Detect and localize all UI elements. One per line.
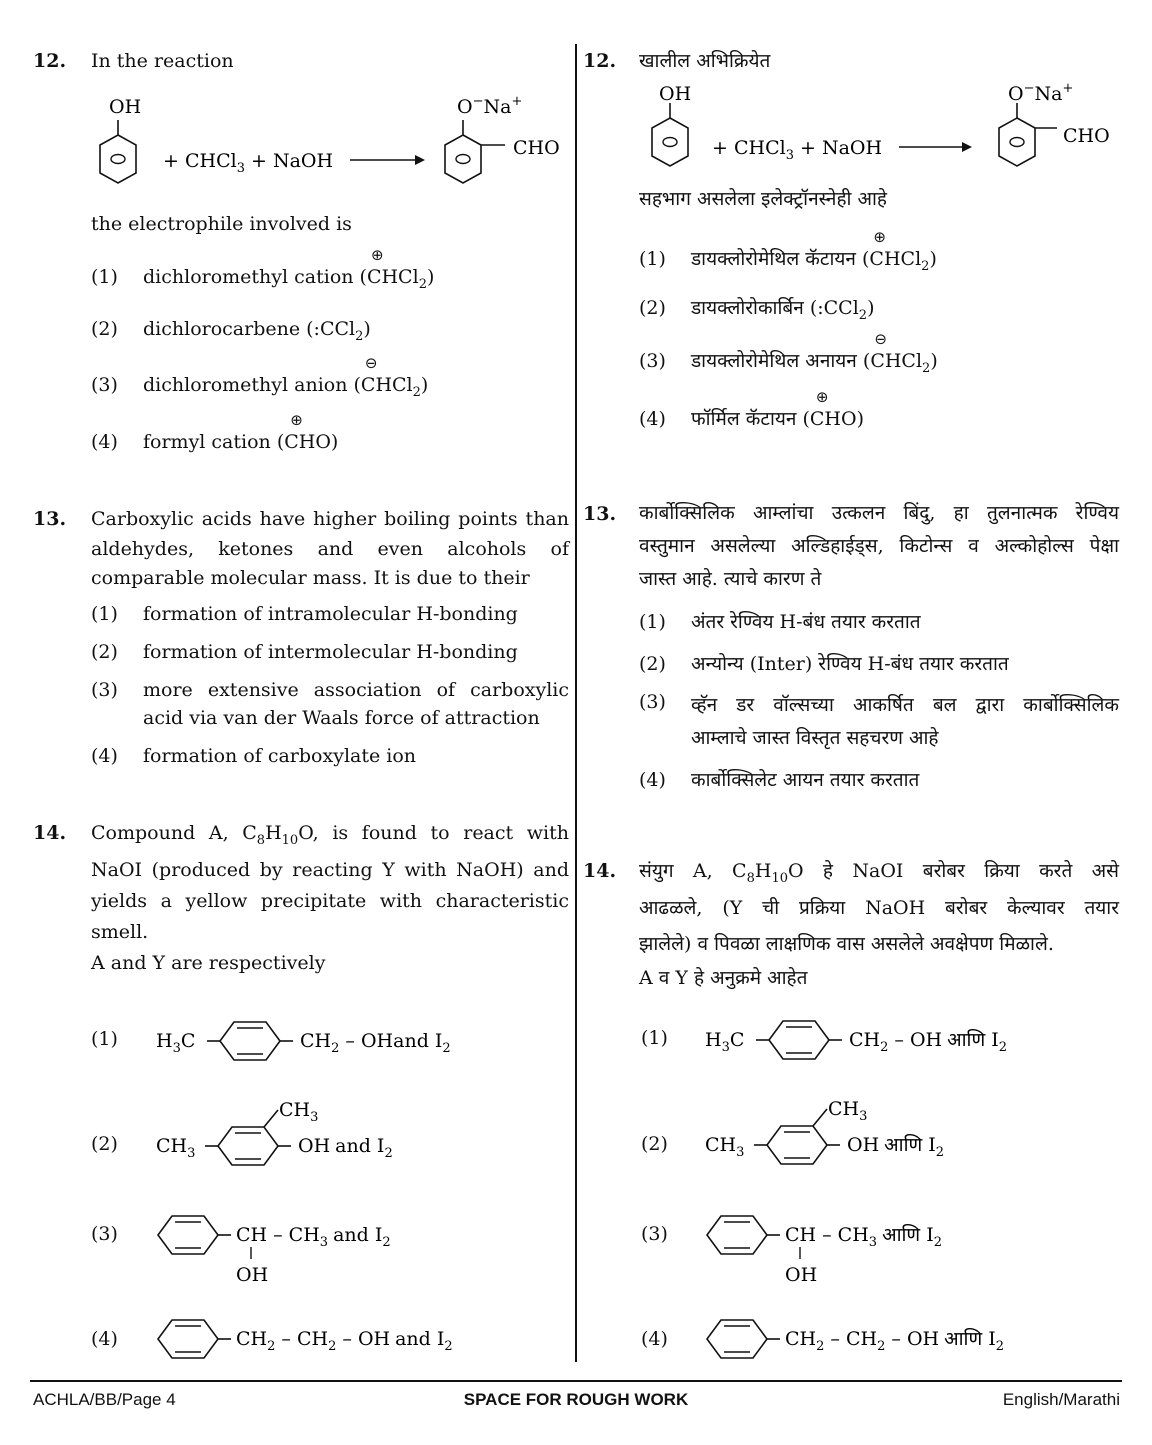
structure bbox=[699, 1089, 1119, 1174]
option-3[interactable]: (3) bbox=[91, 679, 118, 701]
svg-text:OH: OH bbox=[659, 83, 692, 105]
option-2[interactable]: (2) अन्योन्य (Inter) रेण्विय H-बंध तयार करतात bbox=[639, 653, 1009, 675]
question-stem-line: comparable molecular mass. It is due to their bbox=[91, 567, 530, 589]
option-1[interactable]: (1) bbox=[641, 1027, 668, 1049]
column-divider bbox=[575, 44, 577, 1362]
svg-text:OHआणि I2: OH आणि $I_2$ bbox=[847, 1134, 945, 1160]
option-3-line: more extensive association of carboxylic bbox=[143, 679, 569, 701]
option-4[interactable]: (4) फॉर्मिल कॅटायन ( ⊕ CHO) bbox=[639, 388, 864, 430]
svg-text:CH3: $CH_3$ bbox=[705, 1134, 745, 1160]
option-3[interactable]: (3) bbox=[639, 691, 666, 713]
question-stem-line: Compound A, $C_8H_{10}O$, is found to react with bbox=[91, 822, 570, 848]
svg-text:H3C: $H_3C$ bbox=[705, 1029, 745, 1055]
question-number: 12. bbox=[33, 50, 67, 72]
option-1[interactable]: (1) अंतर रेण्विय H-बंध तयार करतात bbox=[639, 611, 921, 633]
question-stem-line: Carboxylic acids have higher boiling points than bbox=[91, 508, 569, 530]
structure bbox=[699, 1308, 1119, 1373]
question-tail: the electrophile involved is bbox=[91, 213, 352, 235]
svg-text:CHO: CHO bbox=[513, 137, 560, 159]
option-3-line: acid via van der Waals force of attraction bbox=[143, 707, 540, 729]
footer-language: English/Marathi bbox=[1002, 1390, 1120, 1409]
question-stem-line: yields a yellow precipitate with characteristic bbox=[91, 890, 569, 912]
question-stem-line: आढळले, (Y ची प्रक्रिया NaOH बरोबर केल्यावर तयार bbox=[639, 897, 1119, 919]
question-stem-line: A व Y हे अनुक्रमे आहेत bbox=[639, 967, 808, 989]
option-2[interactable]: (2) bbox=[641, 1133, 668, 1155]
option-3-line: व्हॅन डर वॉल्सच्या आकर्षित बल द्वारा कार्बोक्सिलिक bbox=[691, 694, 1119, 716]
option-4[interactable]: (4) bbox=[641, 1328, 668, 1350]
footer-page-id: ACHLA/BB/Page 4 bbox=[33, 1390, 176, 1409]
question-stem-line: smell. bbox=[91, 921, 149, 943]
question-stem-line: वस्तुमान असलेल्या अल्डिहाईड्स, किटोन्स व अल्कोहोल्स पेक्षा bbox=[639, 535, 1119, 557]
oh-label: OH bbox=[109, 96, 142, 118]
question-stem-line: जास्त आहे. त्याचे कारण ते bbox=[639, 568, 822, 590]
footer-rough-work: SPACE FOR ROUGH WORK bbox=[463, 1390, 689, 1409]
svg-text:CH3: $CH_3$ bbox=[828, 1098, 868, 1124]
option-4[interactable]: (4) formyl cation ( ⊕ CHO) bbox=[91, 411, 339, 453]
question-number: 14. bbox=[583, 860, 617, 882]
svg-text:CH3: $CH_3$ bbox=[279, 1099, 319, 1125]
question-stem-line: झालेले) व पिवळा लाक्षणिक वास असलेले अवक्षेपण मिळाले. bbox=[639, 933, 1054, 955]
svg-text:OH: OH bbox=[785, 1264, 818, 1285]
question-stem-line: A and Y are respectively bbox=[91, 952, 326, 974]
option-3[interactable]: (3) dichloromethyl anion ( ⊖ CHCl$_2$) bbox=[91, 354, 429, 400]
footer-divider bbox=[30, 1380, 1122, 1382]
option-4[interactable]: (4) formation of carboxylate ion bbox=[91, 745, 417, 767]
structure bbox=[150, 1308, 570, 1373]
question-number: 12. bbox=[583, 50, 617, 72]
structure bbox=[150, 1010, 570, 1075]
svg-text:+ CHCl3 + NaOH: + CHCl$_3$ + NaOH bbox=[712, 137, 883, 163]
option-1[interactable]: (1) डायक्लोरोमेथिल कॅटायन ( ⊕ CHCl$_2$) bbox=[639, 228, 937, 274]
question-number: 14. bbox=[33, 822, 67, 844]
option-4[interactable]: (4) bbox=[91, 1328, 118, 1350]
question-number: 13. bbox=[33, 508, 67, 530]
structure bbox=[150, 1090, 570, 1175]
option-3[interactable]: (3) bbox=[641, 1223, 668, 1245]
question-stem-line: कार्बोक्सिलिक आम्लांचा उत्कलन बिंदु, हा तुलनात्मक रेण्विय bbox=[639, 502, 1119, 524]
question-stem-line: NaOI (produced by reacting Y with NaOH) and bbox=[91, 859, 569, 881]
option-2[interactable]: (2) डायक्लोरोकार्बिन (:CCl$_2$) bbox=[639, 297, 875, 323]
reaction-scheme bbox=[85, 90, 575, 200]
option-1[interactable]: (1) dichloromethyl cation ( ⊕ CHCl$_2$) bbox=[91, 246, 435, 292]
svg-text:O−Na+: O−Na+ bbox=[1008, 81, 1074, 105]
svg-text:CH2 – OHआणि I2: $CH_2$ – OH आणि $I_2$ bbox=[849, 1029, 1008, 1055]
structure bbox=[699, 1009, 1119, 1074]
structure bbox=[699, 1205, 1119, 1290]
option-2[interactable]: (2) bbox=[91, 1133, 118, 1155]
svg-text:OH: OH bbox=[236, 1264, 269, 1285]
option-3[interactable]: (3) bbox=[91, 1223, 118, 1245]
svg-text:CH3: $CH_3$ bbox=[156, 1135, 196, 1161]
question-stem-line: संयुग A, $C_8H_{10}O$ हे NaOI बरोबर क्रिया करते असे bbox=[639, 860, 1119, 886]
svg-text:CH2 – OHand I2: $CH_2$ – OHand $I_2$ bbox=[300, 1030, 451, 1056]
svg-text:CH2 – CH2 – OHआणि I2: $CH_2 - CH_2$ – OH आणि $I_2$ bbox=[785, 1328, 1005, 1354]
svg-text:CH2 – CH2 – OHand I2: $CH_2 - CH_2$ – OH and $I_2$ bbox=[236, 1328, 453, 1354]
svg-text:O−Na+: O−Na+ bbox=[457, 94, 523, 118]
benzene-ring bbox=[100, 120, 136, 183]
svg-text:H3C: $H_3C$ bbox=[156, 1030, 196, 1056]
option-2[interactable]: (2) formation of intermolecular H-bonding bbox=[91, 641, 518, 663]
option-3-line: आम्लाचे जास्त विस्तृत सहचरण आहे bbox=[691, 727, 939, 749]
question-tail: सहभाग असलेला इलेक्ट्रॉनस्नेही आहे bbox=[639, 188, 888, 210]
question-number: 13. bbox=[583, 503, 617, 525]
question-stem-line: aldehydes, ketones and even alcohols of bbox=[91, 538, 569, 560]
reaction-scheme bbox=[632, 78, 1132, 188]
svg-text:CH – CH3आणि I2: CH – $CH_3$ आणि $I_2$ bbox=[785, 1224, 942, 1250]
svg-text:CH – CH3and I2: CH – $CH_3$ and $I_2$ bbox=[236, 1224, 391, 1250]
option-3[interactable]: (3) डायक्लोरोमेथिल अनायन ( ⊖ CHCl$_2$) bbox=[639, 330, 938, 376]
structure bbox=[150, 1205, 570, 1290]
svg-text:+ CHCl3 + NaOH: + CHCl$_3$ + NaOH bbox=[163, 150, 334, 176]
option-2[interactable]: (2) dichlorocarbene (:CCl$_2$) bbox=[91, 318, 371, 344]
option-1[interactable]: (1) formation of intramolecular H-bonding bbox=[91, 603, 518, 625]
svg-text:CHO: CHO bbox=[1063, 125, 1110, 147]
question-stem: In the reaction bbox=[91, 50, 234, 72]
question-stem: खालील अभिक्रियेत bbox=[639, 50, 771, 72]
option-1[interactable]: (1) bbox=[91, 1028, 118, 1050]
svg-text:OHand I2: OH and $I_2$ bbox=[298, 1135, 393, 1161]
option-4[interactable]: (4) कार्बोक्सिलेट आयन तयार करतात bbox=[639, 769, 920, 791]
